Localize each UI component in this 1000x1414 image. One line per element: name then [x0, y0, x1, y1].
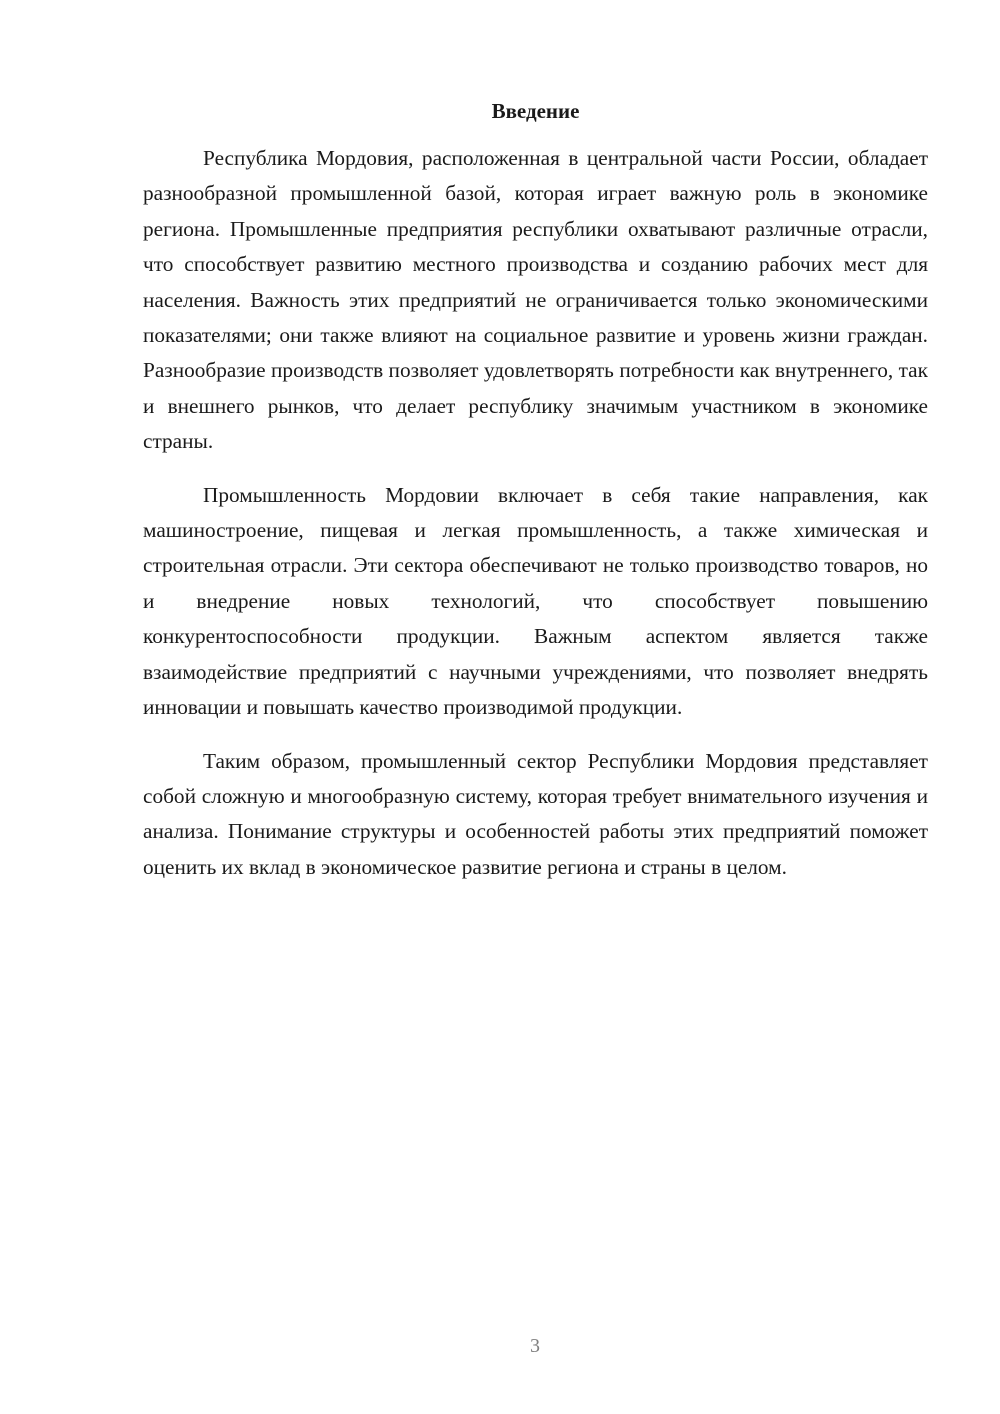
page-content	[143, 97, 928, 903]
page-number: 3	[530, 1335, 540, 1357]
section-title: Введение	[491, 99, 580, 123]
paragraph-industries: Промышленность Мордовии включает в себя такие направления, как машиностроение, пищевая и легкая промышленность, а также химическая и строительная отрасли. Эти сектора обеспечивают не только производство товаров, но и внедрение новых технологий, что способствует повышению конкурентоспособности продукции. Важным аспектом является также взаимодействие предприятий с научными учреждениями, что позволяет внедрять инновации и повышать качество производимой продукции.	[143, 482, 928, 720]
paragraph-intro: Республика Мордовия, расположенная в центральной части России, обладает разнообразной промышленной базой, которая играет важную роль в экономике региона. Промышленные предприятия республики охватывают различные отрасли, что способствует развитию местного производства и созданию рабочих мест для населения. Важность этих предприятий не ограничивается только экономическими показателями; они также влияют на социальное развитие и уровень жизни граждан. Разнообразие производств позволяет удовлетворять потребности как внутреннего, так и внешнего рынков, что делает республику значимым участником в экономике страны.	[143, 146, 928, 454]
paragraph-conclusion: Таким образом, промышленный сектор Республики Мордовия представляет собой сложную и многообразную систему, которая требует внимательного изучения и анализа. Понимание структуры и особенностей работы этих предприятий поможет оценить их вклад в экономическое развитие региона и страны в целом.	[143, 748, 928, 879]
